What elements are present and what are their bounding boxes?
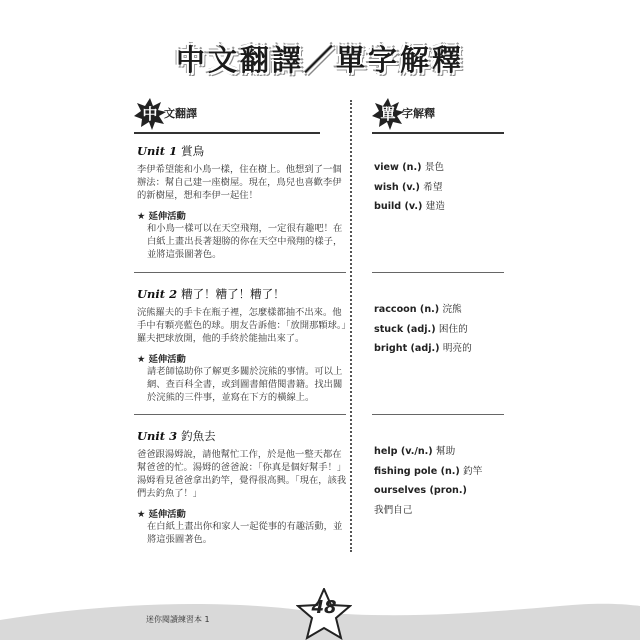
unit-1 [137, 143, 349, 261]
extension-text: 請老師協助你了解更多關於浣熊的事情。可以上網、查百科全書，或到圖書館借閱書籍。找出關於浣熊的三件事，並寫在下方的橫線上。 [147, 366, 343, 403]
vocab-word: stuck (adj.) [374, 323, 436, 335]
vocab-item [374, 320, 509, 340]
vocab-list-2 [374, 300, 509, 359]
translation-header-label: 文翻譯 [164, 107, 197, 120]
unit-title [137, 428, 349, 444]
unit-title-zh: 賞鳥 [181, 144, 205, 158]
unit-story: 浣熊羅夫的手卡在瓶子裡，怎麼樣都抽不出來。他手中有顆亮藍色的球。朋友告訴他：「放開那顆球。」羅夫把球放開，他的手終於能抽出來了。 [137, 307, 347, 344]
extension-text: 在白紙上畫出你和家人一起從事的有趣活動，並將這張圖著色。 [147, 521, 343, 545]
unit-title-en: Unit 3 [137, 429, 178, 443]
vocab-word: ourselves (pron.) [374, 485, 467, 496]
vocab-item [374, 481, 509, 501]
page-title: 中文翻譯／單字解釋 [175, 43, 464, 77]
unit-3 [137, 428, 349, 546]
extension-heading: ★ 延伸活動 [137, 354, 186, 365]
book-label: 迷你閱讀練習本 1 [146, 615, 210, 624]
unit-title-en: Unit 1 [137, 144, 178, 158]
vocab-word: build (v.) [374, 201, 423, 212]
section-divider [372, 414, 504, 415]
section-divider [372, 272, 504, 273]
unit-title-en: Unit 2 [137, 287, 178, 301]
section-divider [134, 414, 346, 415]
vocab-list-1 [374, 158, 509, 217]
vocab-meaning: 困住的 [438, 323, 468, 335]
unit-title-zh: 釣魚去 [181, 429, 216, 443]
vocab-meaning: 景色 [424, 162, 445, 173]
unit-story: 爸爸跟湯姆說，請他幫忙工作，於是他一整天都在幫爸爸的忙。湯姆的爸爸說：「你真是個好幫手！」湯姆看見爸爸拿出釣竿，覺得很高興。「現在，該我們去釣魚了！」 [137, 449, 347, 499]
vocab-item [374, 442, 509, 462]
vocab-meaning: 幫助 [436, 446, 456, 457]
vocab-meaning: 明亮的 [442, 343, 472, 354]
vocab-item [374, 300, 509, 320]
badge-glyph: 中 [142, 105, 158, 123]
vocab-header-label: 字解釋 [402, 107, 435, 120]
unit-title [137, 286, 349, 302]
extension-text: 和小鳥一樣可以在天空飛翔，一定很有趣吧！在白紙上畫出長著翅膀的你在天空中飛翔的樣子，並將這張圖著色。 [147, 223, 343, 260]
vocab-header [372, 98, 504, 134]
vocab-word: bright (adj.) [374, 343, 440, 354]
vocab-meaning: 希望 [423, 181, 443, 193]
vocab-word: view (n.) [374, 162, 422, 173]
vocab-badge [372, 98, 404, 130]
badge-glyph: 單 [380, 105, 396, 123]
vocab-meaning: 釣竿 [463, 465, 483, 477]
vocab-meaning: 建造 [425, 201, 445, 212]
unit-2 [137, 286, 349, 404]
vocab-word: raccoon (n.) [374, 304, 440, 315]
unit-story: 李伊希望能和小鳥一樣，住在樹上。他想到了一個辦法：幫自己建一座樹屋。現在，鳥兒也喜歡李伊的新樹屋，想和李伊一起住！ [137, 164, 342, 201]
page-number: 48 [311, 597, 337, 618]
vocab-meaning: 浣熊 [442, 304, 462, 315]
section-divider [134, 272, 346, 273]
column-divider [350, 100, 353, 552]
vocab-item [374, 462, 509, 482]
vocab-item [374, 158, 509, 178]
vocab-item [374, 339, 509, 359]
vocab-meaning: 我們自己 [374, 504, 413, 516]
extension-heading: ★ 延伸活動 [137, 211, 186, 222]
vocab-item [374, 197, 509, 217]
vocab-word: wish (v.) [374, 181, 420, 193]
vocab-item [374, 178, 509, 198]
translation-badge [134, 98, 166, 130]
header-rule [134, 132, 320, 134]
translation-header [134, 98, 320, 134]
vocab-item [374, 501, 509, 521]
vocab-word: fishing pole (n.) [374, 465, 460, 477]
vocab-word: help (v./n.) [374, 446, 433, 457]
extension-heading: ★ 延伸活動 [137, 509, 186, 520]
unit-title-zh: 糟了！糟了！糟了！ [181, 287, 285, 301]
vocab-list-3 [374, 442, 509, 520]
header-rule [372, 132, 504, 134]
unit-title [137, 143, 349, 159]
